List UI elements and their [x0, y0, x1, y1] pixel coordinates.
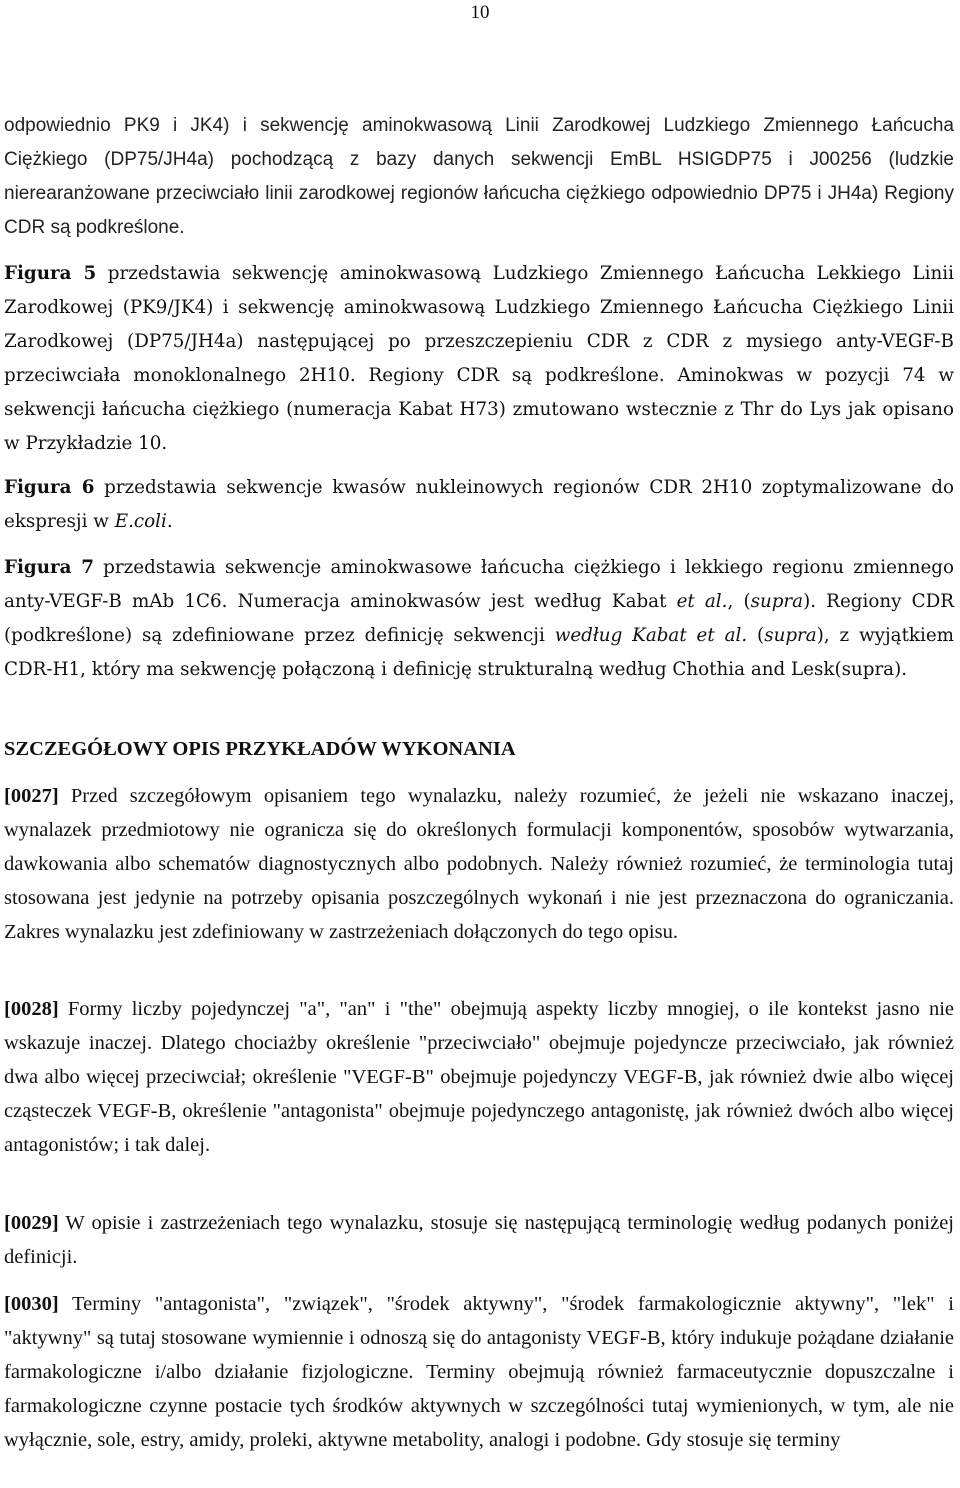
paragraph-0028-label: [0028] — [4, 998, 59, 1020]
paragraph-figure-5 — [4, 257, 954, 461]
paragraph-0029: [0029] W opisie i zastrzeżeniach tego wynalazku, stosuje się następującą terminologię według podanych poniżej definicji. — [4, 1212, 954, 1268]
figure-6-label: Figura 6 — [4, 477, 95, 498]
paragraph-0029-label: [0029] — [4, 1212, 59, 1234]
section-heading: SZCZEGÓŁOWY OPIS PRZYKŁADÓW WYKONANIA — [4, 738, 516, 760]
figure-6-text: przedstawia sekwencje kwasów nukleinowych regionów CDR 2H10 zoptymalizowane do ekspresji w — [4, 477, 954, 532]
paragraph-0030: [0030] Terminy "antagonista", "związek", "środek aktywny", "środek farmakologicznie aktywny", "lek" i "aktywny" są tutaj stosowane wymiennie i odnoszą się do antagonisty VEGF-B, który indukuje pożądane działanie farmakologiczne i/albo działanie fizjologiczne. Terminy obejmują również farmaceutycznie dopuszczalne i farmakologiczne czynne postacie tych środków aktywnych w szczególności tutaj wymienionych, w tym, ale nie wyłącznie, sole, estry, amidy, proleki, aktywne metabolity, analogi i podobne. Gdy stosuje się terminy — [4, 1293, 954, 1451]
page-number: 10 — [470, 2, 490, 23]
figure-5-label: Figura 5 — [4, 263, 97, 284]
paragraph-0027: [0027] Przed szczegółowym opisaniem tego wynalazku, należy rozumieć, że jeżeli nie wskazano inaczej, wynalazek przedmiotowy nie ogranicza się do określonych formulacji komponentów, sposobów wytwarzania, dawkowania albo schematów diagnostycznych albo podobnych. Należy również rozumieć, że terminologia tutaj stosowana jest jedynie na potrzeby opisania poszczególnych wykonań i nie jest przeznaczona do ograniczania. Zakres wynalazku jest zdefiniowany w zastrzeżeniach dołączonych do tego opisu. — [4, 785, 954, 943]
paragraph-0030-label: [0030] — [4, 1293, 59, 1315]
paragraph-intro: odpowiednio PK9 i JK4) i sekwencję aminokwasową Linii Zarodkowej Ludzkiego Zmiennego Łańcucha Ciężkiego (DP75/JH4a) pochodzącą z bazy danych sekwencji EmBL HSIGDP75 i J00256 (ludzkie nierearanżowane przeciwciało linii zarodkowej regionów łańcucha ciężkiego odpowiednio DP75 i JH4a) Regiony CDR są podkreślone. — [4, 115, 954, 238]
paragraph-figure-6: Figura 6 przedstawia sekwencje kwasów nukleinowych regionów CDR 2H10 zoptymalizowane do ekspresji w E.coli. — [4, 477, 954, 532]
figure-7-label: Figura 7 — [4, 557, 94, 578]
paragraph-0027-label: [0027] — [4, 785, 59, 807]
paragraph-0028: [0028] Formy liczby pojedynczej "a", "an" i "the" obejmują aspekty liczby mnogiej, o ile kontekst jasno nie wskazuje inaczej. Dlatego chociażby określenie "przeciwciało" obejmuje pojedyncze przeciwciało, jak również dwa albo więcej przeciwciał; określenie "VEGF-B" obejmuje pojedynczy VEGF-B, jak również dwie albo więcej cząsteczek VEGF-B, określenie "antagonista" obejmuje pojedynczego antagonistę, jak również dwóch albo więcej antagonistów; i tak dalej. — [4, 998, 954, 1156]
ecoli-term: E.coli — [114, 511, 167, 532]
paragraph-figure-7: Figura 7 przedstawia sekwencje aminokwasowe łańcucha ciężkiego i lekkiego regionu zmiennego anty-VEGF-B mAb 1C6. Numeracja aminokwasów jest według Kabat et al., (supra). Regiony CDR (podkreślone) są zdefiniowane przez definicję sekwencji według Kabat et al. (supra), z wyjątkiem CDR-H1, który ma sekwencję połączoną i definicję strukturalną według Chothia and Lesk(supra). — [4, 557, 954, 680]
figure-5-text: przedstawia sekwencję aminokwasową Ludzkiego Zmiennego Łańcucha Lekkiego Linii Zarodkowej (PK9/JK4) i sekwencję aminokwasową Ludzkiego Zmiennego Łańcucha Ciężkiego Linii Zarodkowej (DP75/JH4a) następującej po przeszczepieniu CDR z CDR z mysiego anty-VEGF-B przeciwciała monoklonalnego 2H10. Regiony CDR są podkreślone. Aminokwas w pozycji 74 w sekwencji łańcucha ciężkiego (numeracja Kabat H73) zmutowano wstecznie z Thr do Lys jak opisano w Przykładzie 10. — [4, 263, 954, 454]
